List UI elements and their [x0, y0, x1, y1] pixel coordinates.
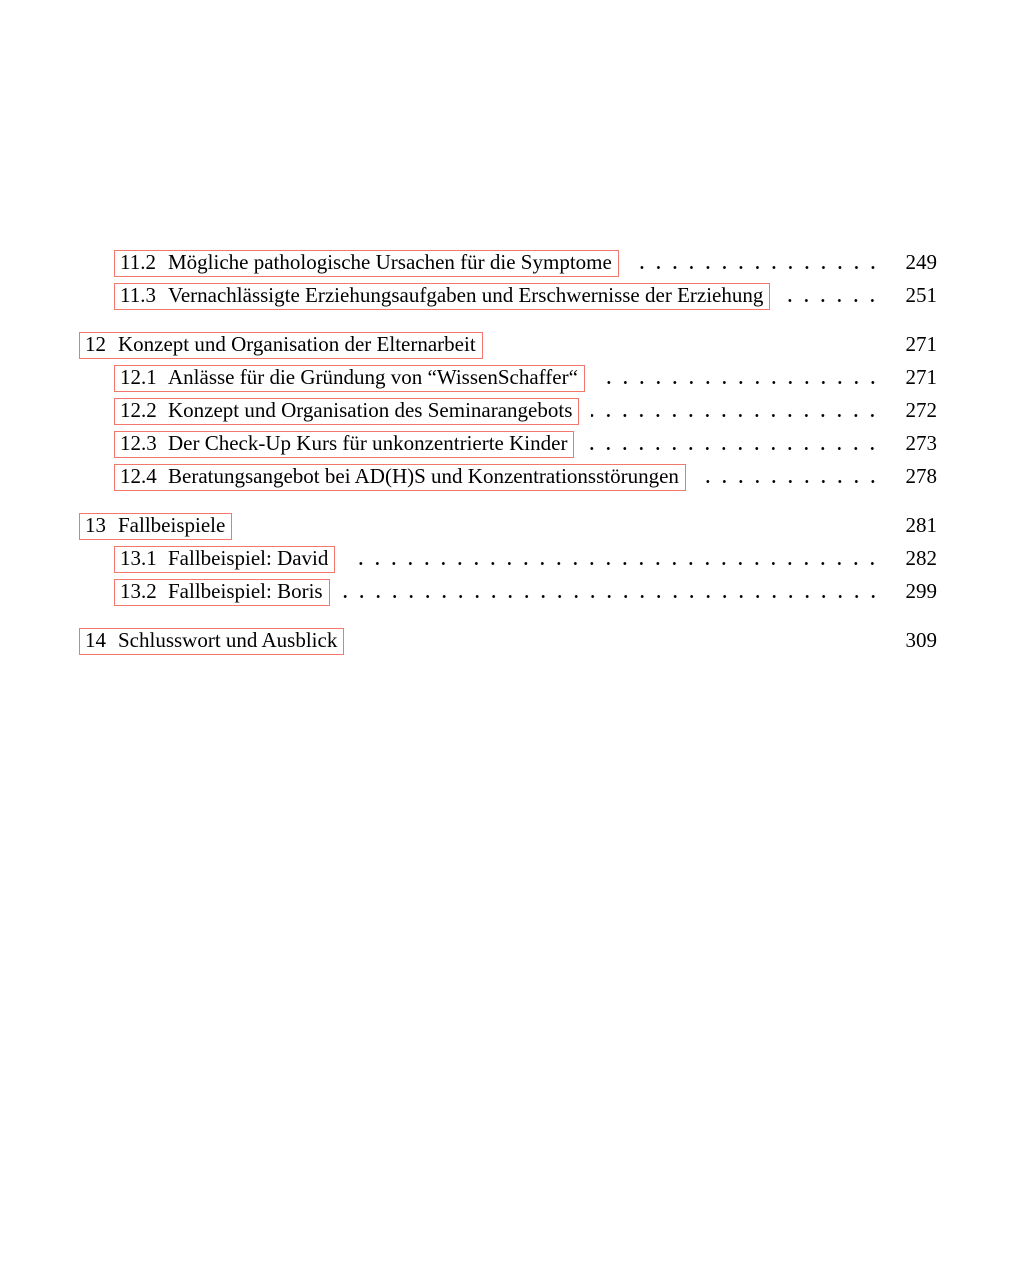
toc-page-number: 249	[905, 250, 937, 274]
toc-link-13[interactable]	[79, 513, 232, 540]
toc-entry-row	[79, 398, 937, 425]
toc-link-13-2[interactable]	[114, 579, 330, 606]
toc-entry-title: Fallbeispiel: Boris	[168, 579, 323, 603]
toc-link-12-3[interactable]	[114, 431, 574, 458]
dot-leader	[698, 480, 881, 483]
toc-entry-row	[79, 464, 937, 491]
toc-entry-row	[79, 332, 937, 359]
toc-link-12[interactable]	[79, 332, 483, 359]
toc-entry-number: 13.1	[120, 546, 157, 570]
dot-leader	[586, 447, 881, 450]
toc-entry-number: 12.4	[120, 464, 157, 488]
toc-entry-row	[79, 283, 937, 310]
toc-entry-number: 12.3	[120, 431, 157, 455]
dot-leader	[591, 414, 881, 417]
toc-entry-row	[79, 579, 937, 606]
toc-page-number: 273	[905, 431, 937, 455]
toc-entry-title: Anlässe für die Gründung von “WissenSchaffer“	[168, 365, 578, 389]
toc-entry-row	[79, 250, 937, 277]
toc-entry-number: 11.3	[120, 283, 156, 307]
toc-page-number: 272	[905, 398, 937, 422]
toc-link-11-2[interactable]	[114, 250, 619, 277]
toc-entry-title: Vernachlässigte Erziehungsaufgaben und Erschwernisse der Erziehung	[168, 283, 764, 307]
toc-link-12-4[interactable]	[114, 464, 686, 491]
toc-entry-number: 13.2	[120, 579, 157, 603]
toc-entry-number: 12	[85, 332, 106, 356]
dot-leader	[342, 595, 881, 598]
toc-entry-title: Mögliche pathologische Ursachen für die Symptome	[168, 250, 612, 274]
toc-entry-number: 13	[85, 513, 106, 537]
leader-spacer	[495, 348, 881, 351]
toc-entry-number: 12.1	[120, 365, 157, 389]
toc-link-14[interactable]	[79, 628, 344, 655]
dot-leader	[631, 266, 881, 269]
toc-page-number: 278	[905, 464, 937, 488]
toc-entry-row	[79, 365, 937, 392]
toc-entry-title: Der Check-Up Kurs für unkonzentrierte Kinder	[168, 431, 568, 455]
dot-leader	[597, 381, 881, 384]
toc-page-number: 309	[905, 628, 937, 652]
toc-entry-title: Fallbeispiel: David	[168, 546, 329, 570]
toc-entry-title: Fallbeispiele	[118, 513, 226, 537]
toc-entry-title: Beratungsangebot bei AD(H)S und Konzentrationsstörungen	[168, 464, 679, 488]
leader-spacer	[356, 644, 881, 647]
toc-entry-number: 11.2	[120, 250, 156, 274]
toc-entry-title: Konzept und Organisation des Seminarangebots	[168, 398, 573, 422]
toc-entry-number: 12.2	[120, 398, 157, 422]
toc-link-12-1[interactable]	[114, 365, 585, 392]
toc-entry-row	[79, 431, 937, 458]
toc-page-number: 299	[905, 579, 937, 603]
toc-page-number: 251	[905, 283, 937, 307]
toc-entry-number: 14	[85, 628, 106, 652]
dot-leader	[347, 562, 881, 565]
table-of-contents	[79, 250, 937, 661]
toc-entry-title: Konzept und Organisation der Elternarbeit	[118, 332, 476, 356]
toc-link-11-3[interactable]	[114, 283, 770, 310]
toc-page-number: 281	[905, 513, 937, 537]
toc-link-13-1[interactable]	[114, 546, 335, 573]
toc-entry-row	[79, 546, 937, 573]
leader-spacer	[244, 529, 881, 532]
toc-link-12-2[interactable]	[114, 398, 579, 425]
toc-entry-row	[79, 513, 937, 540]
toc-page-number: 271	[905, 332, 937, 356]
dot-leader	[782, 299, 881, 302]
toc-page-number: 282	[905, 546, 937, 570]
toc-entry-title: Schlusswort und Ausblick	[118, 628, 338, 652]
toc-page-number: 271	[905, 365, 937, 389]
toc-entry-row	[79, 628, 937, 655]
